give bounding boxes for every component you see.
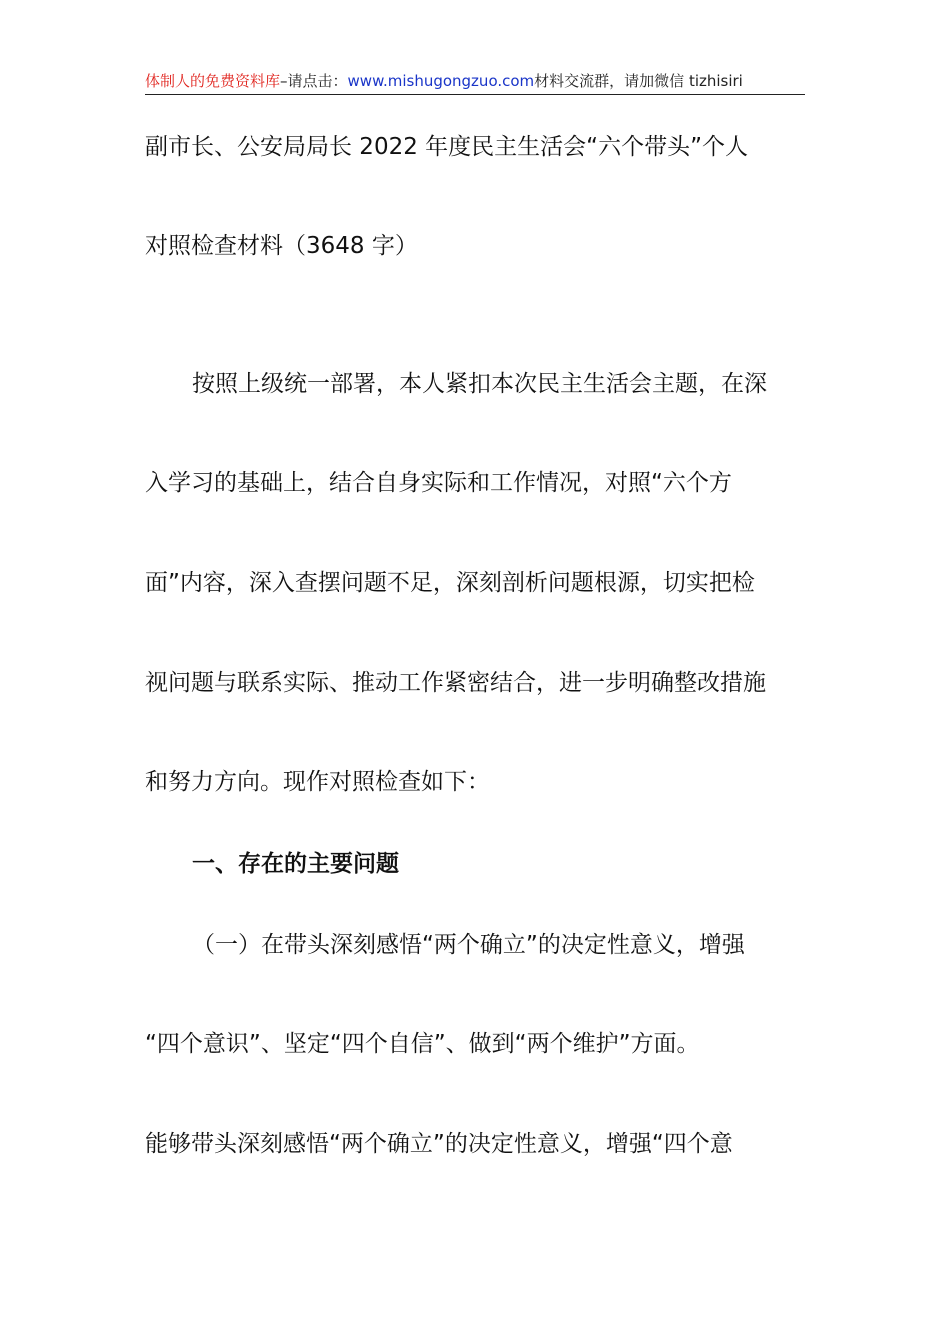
header-note: 材料交流群，请加微信 tizhisiri [534,72,743,90]
body-paragraph-line-1: 能够带头深刻感悟“两个确立”的决定性意义，增强“四个意 [145,1131,733,1157]
subsection-heading-line-2: “四个意识”、坚定“四个自信”、做到“两个维护”方面。 [145,1031,700,1057]
section-heading: 一、存在的主要问题 [192,851,399,877]
header-brand: 体制人的免费资料库 [145,72,281,90]
intro-paragraph-line-5: 和努力方向。现作对照检查如下： [145,769,490,795]
intro-paragraph-line-2: 入学习的基础上，结合自身实际和工作情况，对照“六个方 [145,470,732,496]
subsection-heading-line-1: （一）在带头深刻感悟“两个确立”的决定性意义，增强 [192,932,745,958]
intro-paragraph-line-3: 面”内容，深入查摆问题不足，深刻剖析问题根源，切实把检 [145,570,755,596]
intro-paragraph-line-4: 视问题与联系实际、推动工作紧密结合，进一步明确整改措施 [145,670,766,696]
document-title-line-1: 副市长、公安局局长 2022 年度民主生活会“六个带头”个人 [145,134,748,160]
header-prompt: –请点击： [280,72,348,90]
header-url-link[interactable]: www.mishugongzuo.com [347,72,535,90]
page-header [145,70,805,95]
document-title-line-2: 对照检查材料（3648 字） [145,233,418,259]
intro-paragraph-line-1: 按照上级统一部署，本人紧扣本次民主生活会主题，在深 [192,371,767,397]
